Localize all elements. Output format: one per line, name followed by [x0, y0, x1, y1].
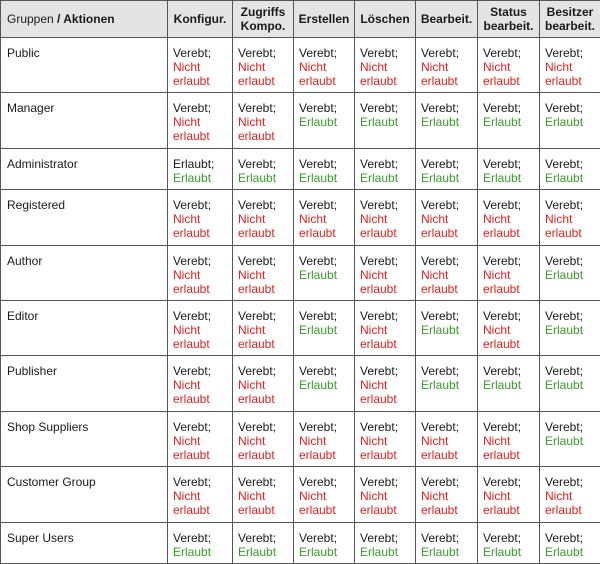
table-row — [1, 467, 600, 522]
permission-cell — [233, 190, 294, 245]
permission-text: Nicht — [299, 433, 327, 448]
permission-text: Nicht — [173, 267, 201, 282]
permission-cell — [416, 522, 478, 563]
permission-text: Nicht — [360, 267, 388, 282]
table-body — [1, 38, 600, 564]
permission-cell — [233, 148, 294, 189]
permission-cell — [233, 245, 294, 300]
permission-text: erlaubt — [360, 336, 397, 351]
permission-text: Verebt; — [545, 475, 584, 490]
table-row — [1, 190, 600, 245]
permission-text: Verebt; — [173, 308, 212, 323]
permission-cell — [233, 522, 294, 563]
header-row — [1, 1, 600, 38]
permission-text: Erlaubt — [545, 322, 584, 337]
permission-text: Nicht — [360, 433, 388, 448]
permission-cell — [540, 245, 600, 300]
permission-text: Erlaubt — [545, 267, 584, 282]
permission-text: Verebt; — [299, 101, 338, 116]
column-header-text: Konfigur. — [173, 12, 227, 26]
permission-cell — [233, 38, 294, 93]
permission-text: Verebt; — [360, 101, 399, 116]
permission-text: Verebt; — [483, 156, 522, 171]
permission-text: Verebt; — [238, 156, 277, 171]
permission-text: erlaubt — [421, 74, 458, 88]
permission-text: Verebt; — [238, 101, 277, 116]
permission-text: Erlaubt — [545, 170, 584, 185]
permission-text: Nicht — [483, 212, 511, 227]
permission-cell — [478, 522, 540, 563]
permission-cell — [540, 190, 600, 245]
permission-cell — [355, 93, 416, 148]
group-name: Super Users — [1, 522, 168, 563]
permission-text: Verebt; — [545, 308, 584, 323]
permission-text: Erlaubt; — [173, 156, 215, 171]
permission-text: Verebt; — [421, 364, 460, 379]
permission-text: Erlaubt — [360, 115, 399, 130]
permission-cell — [478, 356, 540, 411]
groups-label: Gruppen — [7, 12, 54, 26]
table-row — [1, 522, 600, 563]
permission-text: erlaubt — [483, 447, 520, 462]
column-header-text: Erstellen — [298, 12, 350, 26]
column-header — [355, 1, 416, 38]
permission-text: erlaubt — [421, 503, 458, 518]
permission-text: Verebt; — [421, 101, 460, 116]
permission-text: Nicht — [173, 115, 201, 130]
permission-cell — [355, 300, 416, 355]
permission-cell — [168, 190, 233, 245]
permission-text: erlaubt — [173, 74, 210, 88]
column-header — [168, 1, 233, 38]
permission-cell — [294, 467, 355, 522]
permission-text: erlaubt — [299, 447, 336, 462]
permission-text: erlaubt — [360, 447, 397, 462]
permission-text: Verebt; — [299, 308, 338, 323]
permission-text: erlaubt — [238, 226, 275, 241]
group-name: Public — [1, 38, 168, 93]
permission-text: Verebt; — [238, 46, 277, 60]
permission-text: Nicht — [360, 322, 388, 337]
permission-cell — [478, 38, 540, 93]
permission-text: erlaubt — [545, 503, 582, 518]
permission-text: Nicht — [238, 60, 266, 74]
permission-text: Verebt; — [299, 253, 338, 268]
permission-text: Erlaubt — [299, 267, 338, 282]
permission-text: Nicht — [173, 322, 201, 337]
permission-cell — [416, 148, 478, 189]
column-header-text: Löschen — [360, 12, 410, 26]
permission-text: erlaubt — [299, 503, 336, 518]
permission-text: erlaubt — [483, 226, 520, 241]
permission-text: Verebt; — [483, 364, 522, 379]
permission-cell — [416, 190, 478, 245]
permission-text: Verebt; — [483, 530, 522, 545]
permission-text: Erlaubt — [421, 170, 460, 185]
permission-text: Verebt; — [238, 198, 277, 213]
permission-text: Verebt; — [238, 308, 277, 323]
permission-cell — [168, 411, 233, 466]
permission-text: Verebt; — [173, 101, 212, 116]
permission-text: Verebt; — [360, 364, 399, 379]
permission-text: Erlaubt — [360, 170, 399, 185]
permission-text: erlaubt — [299, 226, 336, 241]
group-name: Registered — [1, 190, 168, 245]
permission-cell — [168, 300, 233, 355]
permission-text: Verebt; — [238, 475, 277, 490]
permission-cell — [478, 190, 540, 245]
group-name: Publisher — [1, 356, 168, 411]
permission-text: erlaubt — [360, 74, 397, 88]
permission-text: Verebt; — [360, 156, 399, 171]
permission-text: Verebt; — [545, 46, 584, 60]
permission-cell — [233, 411, 294, 466]
permission-text: Nicht — [238, 322, 266, 337]
permission-text: Verebt; — [483, 308, 522, 323]
permission-text: Verebt; — [545, 530, 584, 545]
permission-text: erlaubt — [545, 74, 582, 88]
header-separator: / — [53, 12, 64, 26]
permission-cell — [540, 148, 600, 189]
permission-cell — [294, 522, 355, 563]
permission-text: erlaubt — [299, 74, 336, 88]
column-header-text: bearbeit. — [483, 19, 534, 33]
permission-text: Nicht — [421, 489, 449, 504]
permission-text: Verebt; — [238, 419, 277, 434]
table-row — [1, 356, 600, 411]
column-header-text: Bearbeit. — [420, 12, 473, 26]
permission-text: Erlaubt — [238, 544, 277, 559]
permission-text: erlaubt — [173, 281, 210, 296]
permission-text: Verebt; — [360, 530, 399, 545]
permission-cell — [233, 93, 294, 148]
column-header-text: Zugriffs — [240, 5, 286, 19]
permission-text: Erlaubt — [545, 433, 584, 448]
permission-text: erlaubt — [173, 226, 210, 241]
column-header — [233, 1, 294, 38]
permission-text: Nicht — [238, 378, 266, 393]
permission-text: Nicht — [299, 212, 327, 227]
permission-text: Erlaubt — [173, 544, 212, 559]
permission-cell — [416, 411, 478, 466]
permission-text: Nicht — [545, 60, 573, 74]
permission-cell — [168, 245, 233, 300]
permission-text: Verebt; — [545, 364, 584, 379]
permission-text: erlaubt — [483, 336, 520, 351]
permission-text: Verebt; — [299, 198, 338, 213]
permission-text: Nicht — [238, 433, 266, 448]
group-name: Editor — [1, 300, 168, 355]
permission-text: erlaubt — [421, 226, 458, 241]
permission-text: erlaubt — [173, 336, 210, 351]
permission-text: Nicht — [360, 212, 388, 227]
permission-text: Erlaubt — [545, 544, 584, 559]
permission-text: erlaubt — [173, 503, 210, 518]
permission-text: Verebt; — [173, 419, 212, 434]
permission-text: erlaubt — [545, 226, 582, 241]
permission-cell — [416, 245, 478, 300]
permission-text: Erlaubt — [421, 378, 460, 393]
permission-cell — [233, 356, 294, 411]
permission-text: erlaubt — [173, 129, 210, 144]
permission-text: Erlaubt — [483, 170, 522, 185]
permission-text: Erlaubt — [360, 544, 399, 559]
permission-text: Verebt; — [299, 364, 338, 379]
permission-cell — [355, 38, 416, 93]
permission-cell — [294, 300, 355, 355]
permission-text: Verebt; — [173, 46, 212, 60]
permission-text: erlaubt — [483, 503, 520, 518]
permission-text: Erlaubt — [299, 115, 338, 130]
permission-text: Nicht — [299, 60, 327, 74]
permission-text: erlaubt — [360, 503, 397, 518]
table-row — [1, 38, 600, 93]
permission-text: Nicht — [173, 60, 201, 74]
permission-text: Erlaubt — [421, 544, 460, 559]
permission-cell — [416, 356, 478, 411]
permission-cell — [540, 300, 600, 355]
permission-text: Erlaubt — [483, 378, 522, 393]
permission-cell — [294, 93, 355, 148]
permission-text: Nicht — [299, 489, 327, 504]
group-name: Administrator — [1, 148, 168, 189]
permission-cell — [168, 467, 233, 522]
permission-cell — [355, 467, 416, 522]
permission-cell — [233, 300, 294, 355]
column-header — [294, 1, 355, 38]
permission-text: Verebt; — [421, 475, 460, 490]
permission-text: erlaubt — [238, 281, 275, 296]
permission-text: erlaubt — [483, 281, 520, 296]
permission-cell — [540, 38, 600, 93]
permission-text: Erlaubt — [299, 378, 338, 393]
permission-cell — [416, 467, 478, 522]
permission-text: Nicht — [421, 212, 449, 227]
table-row — [1, 245, 600, 300]
column-header-text: Besitzer — [546, 5, 594, 19]
permission-text: Nicht — [545, 212, 573, 227]
permission-text: Verebt; — [545, 156, 584, 171]
permission-text: erlaubt — [421, 281, 458, 296]
permission-text: Nicht — [173, 433, 201, 448]
permission-text: Erlaubt — [545, 378, 584, 393]
permission-cell — [168, 38, 233, 93]
permission-cell — [478, 245, 540, 300]
permission-cell — [355, 190, 416, 245]
permission-text: Nicht — [483, 433, 511, 448]
column-header — [416, 1, 478, 38]
permission-text: erlaubt — [360, 392, 397, 407]
permission-text: Verebt; — [299, 156, 338, 171]
permission-text: Nicht — [545, 489, 573, 504]
permission-text: Verebt; — [238, 364, 277, 379]
permission-cell — [416, 300, 478, 355]
permission-text: Nicht — [238, 489, 266, 504]
permission-text: Nicht — [173, 212, 201, 227]
permission-text: Nicht — [238, 267, 266, 282]
permission-cell — [294, 411, 355, 466]
permission-cell — [540, 93, 600, 148]
permission-text: Verebt; — [360, 253, 399, 268]
permission-text: Erlaubt — [483, 115, 522, 130]
permission-text: Verebt; — [545, 101, 584, 116]
permission-text: erlaubt — [173, 392, 210, 407]
permission-text: Verebt; — [360, 475, 399, 490]
permission-text: Verebt; — [173, 364, 212, 379]
permission-text: Verebt; — [421, 198, 460, 213]
permission-cell — [355, 245, 416, 300]
permission-text: erlaubt — [360, 281, 397, 296]
permission-text: Verebt; — [360, 46, 399, 60]
group-name: Customer Group — [1, 467, 168, 522]
permission-text: Verebt; — [421, 46, 460, 60]
permission-text: Erlaubt — [299, 170, 338, 185]
permission-text: erlaubt — [238, 392, 275, 407]
permission-cell — [478, 93, 540, 148]
permission-text: erlaubt — [173, 447, 210, 462]
permission-cell — [540, 356, 600, 411]
permission-text: Verebt; — [360, 419, 399, 434]
permission-text: Erlaubt — [299, 322, 338, 337]
permission-text: Verebt; — [299, 419, 338, 434]
permission-text: Nicht — [173, 378, 201, 393]
column-header-text: Kompo. — [240, 19, 286, 33]
permission-cell — [416, 93, 478, 148]
group-name: Author — [1, 245, 168, 300]
permission-text: Verebt; — [360, 308, 399, 323]
permission-cell — [168, 356, 233, 411]
permission-text: erlaubt — [238, 503, 275, 518]
permission-cell — [233, 467, 294, 522]
permission-cell — [294, 356, 355, 411]
permission-text: Verebt; — [421, 253, 460, 268]
permission-text: Nicht — [483, 489, 511, 504]
permission-text: Nicht — [483, 60, 511, 74]
permission-text: Erlaubt — [545, 115, 584, 130]
permission-text: erlaubt — [421, 447, 458, 462]
permission-text: Verebt; — [173, 253, 212, 268]
group-name: Manager — [1, 93, 168, 148]
permission-text: Nicht — [360, 489, 388, 504]
permission-text: Verebt; — [483, 101, 522, 116]
table-row — [1, 148, 600, 189]
permission-cell — [355, 356, 416, 411]
table-row — [1, 300, 600, 355]
group-name: Shop Suppliers — [1, 411, 168, 466]
permission-text: Verebt; — [421, 308, 460, 323]
permission-text: Verebt; — [238, 253, 277, 268]
permission-text: Nicht — [173, 489, 201, 504]
permission-text: Verebt; — [360, 198, 399, 213]
permission-cell — [168, 522, 233, 563]
permission-text: Erlaubt — [238, 170, 277, 185]
permission-text: Nicht — [360, 60, 388, 74]
permission-cell — [478, 467, 540, 522]
column-header — [478, 1, 540, 38]
permission-cell — [168, 148, 233, 189]
permission-text: Verebt; — [545, 419, 584, 434]
permission-text: Verebt; — [483, 198, 522, 213]
permission-text: Verebt; — [483, 253, 522, 268]
permission-text: Verebt; — [173, 530, 212, 545]
permission-cell — [416, 38, 478, 93]
permission-text: Erlaubt — [299, 544, 338, 559]
permission-cell — [478, 300, 540, 355]
permission-cell — [540, 467, 600, 522]
corner-header — [1, 1, 168, 38]
permission-cell — [168, 93, 233, 148]
actions-label: Aktionen — [63, 12, 115, 26]
permission-text: Verebt; — [421, 530, 460, 545]
permission-text: Nicht — [238, 115, 266, 130]
permission-text: Verebt; — [545, 198, 584, 213]
column-header-text: bearbeit. — [544, 19, 595, 33]
permission-text: Nicht — [483, 322, 511, 337]
permission-text: Nicht — [238, 212, 266, 227]
permission-cell — [355, 411, 416, 466]
permission-text: Verebt; — [299, 530, 338, 545]
permission-cell — [355, 148, 416, 189]
permission-text: erlaubt — [238, 336, 275, 351]
permission-cell — [294, 38, 355, 93]
permission-text: Verebt; — [483, 475, 522, 490]
permission-text: erlaubt — [238, 129, 275, 144]
permission-text: Erlaubt — [421, 322, 460, 337]
permission-cell — [355, 522, 416, 563]
permission-text: Verebt; — [238, 530, 277, 545]
permission-cell — [294, 190, 355, 245]
permission-text: Verebt; — [545, 253, 584, 268]
permission-text: Verebt; — [299, 46, 338, 60]
permission-cell — [478, 411, 540, 466]
permission-text: Nicht — [483, 267, 511, 282]
permission-cell — [540, 411, 600, 466]
permission-text: Verebt; — [483, 46, 522, 60]
permission-cell — [540, 522, 600, 563]
permission-text: erlaubt — [238, 447, 275, 462]
permission-text: Erlaubt — [173, 170, 212, 185]
permission-cell — [294, 245, 355, 300]
table-row — [1, 411, 600, 466]
table-row — [1, 93, 600, 148]
permission-text: Verebt; — [421, 419, 460, 434]
permission-text: Nicht — [421, 433, 449, 448]
permission-text: Verebt; — [299, 475, 338, 490]
permission-text: Verebt; — [173, 475, 212, 490]
permission-text: Nicht — [421, 60, 449, 74]
permission-text: Verebt; — [483, 419, 522, 434]
column-header — [540, 1, 600, 38]
permission-text: Nicht — [360, 378, 388, 393]
permission-text: erlaubt — [483, 74, 520, 88]
permission-text: Erlaubt — [421, 115, 460, 130]
permission-text: Verebt; — [421, 156, 460, 171]
permission-text: Nicht — [421, 267, 449, 282]
permission-text: erlaubt — [360, 226, 397, 241]
permission-cell — [478, 148, 540, 189]
permission-text: erlaubt — [238, 74, 275, 88]
column-header-text: Status — [490, 5, 527, 19]
permission-cell — [294, 148, 355, 189]
permission-text: Erlaubt — [483, 544, 522, 559]
permission-text: Verebt; — [173, 198, 212, 213]
